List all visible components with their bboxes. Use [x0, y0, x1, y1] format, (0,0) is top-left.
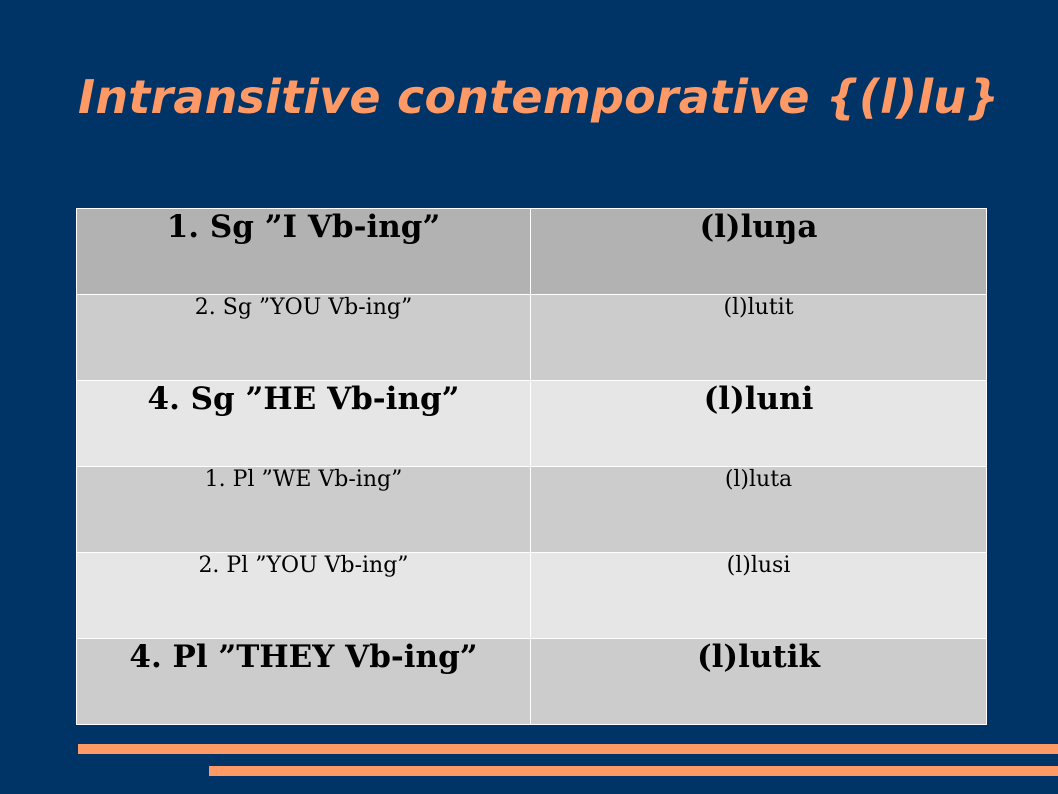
decorative-bar-bottom	[209, 766, 1058, 776]
person-label: 4. Pl ”THEY Vb-ing”	[129, 639, 478, 675]
form-label: (l)luŋa	[699, 209, 818, 245]
person-cell	[77, 467, 531, 553]
form-cell	[531, 639, 987, 725]
form-cell	[531, 553, 987, 639]
person-cell	[77, 209, 531, 295]
form-label: (l)luni	[703, 381, 814, 417]
person-label: 1. Pl ”WE Vb-ing”	[204, 467, 403, 492]
person-label: 4. Sg ”HE Vb-ing”	[147, 381, 460, 417]
form-cell	[531, 209, 987, 295]
table-row	[77, 467, 987, 553]
person-cell	[77, 295, 531, 381]
slide-title: Intransitive contemporative {(l)lu}	[78, 70, 1000, 124]
form-label: (l)lutik	[696, 639, 820, 675]
conjugation-table	[76, 208, 987, 725]
table-row	[77, 209, 987, 295]
person-label: 1. Sg ”I Vb-ing”	[166, 209, 441, 245]
person-label: 2. Sg ”YOU Vb-ing”	[194, 295, 413, 320]
person-cell	[77, 381, 531, 467]
form-label: (l)lutit	[723, 295, 794, 320]
form-cell	[531, 295, 987, 381]
form-label: (l)lusi	[726, 553, 791, 578]
person-cell	[77, 553, 531, 639]
person-label: 2. Pl ”YOU Vb-ing”	[198, 553, 409, 578]
decorative-bar-top	[78, 744, 1058, 754]
form-cell	[531, 381, 987, 467]
form-label: (l)luta	[724, 467, 793, 492]
table-row	[77, 295, 987, 381]
table-row	[77, 381, 987, 467]
person-cell	[77, 639, 531, 725]
form-cell	[531, 467, 987, 553]
table-row	[77, 639, 987, 725]
table-row	[77, 553, 987, 639]
